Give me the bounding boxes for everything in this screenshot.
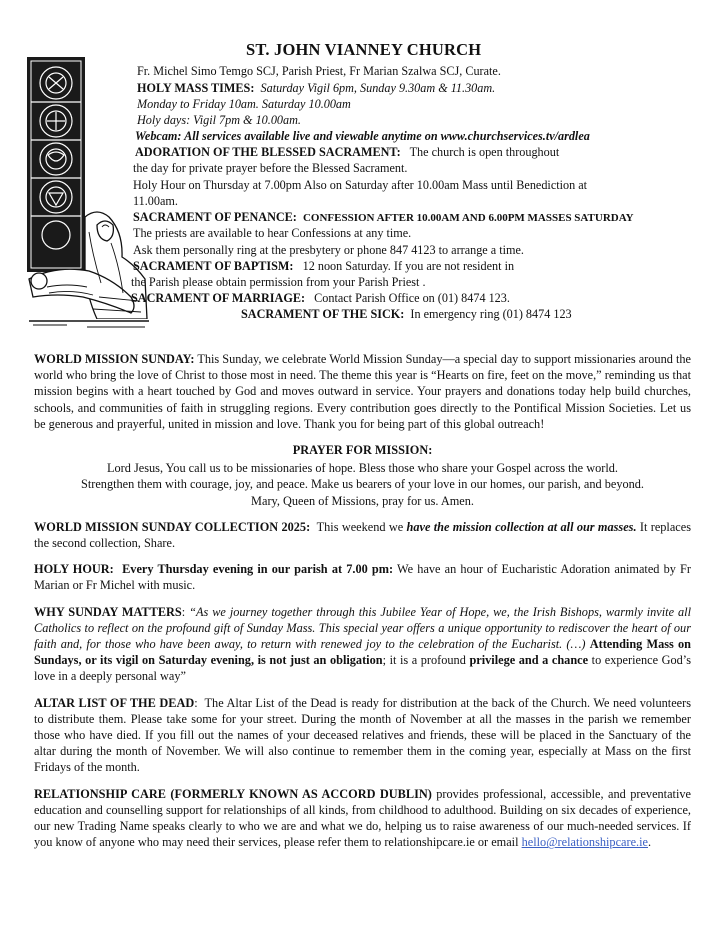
altar-label: ALTAR LIST OF THE DEAD — [34, 695, 195, 710]
sick-text: In emergency ring (01) 8474 123 — [410, 307, 572, 321]
adoration-text-2: the day for private prayer before the Blessed Sacrament. — [133, 161, 408, 175]
collection-text-1: This weekend we — [316, 519, 404, 534]
sick-line — [241, 306, 572, 322]
adoration-label: ADORATION OF THE BLESSED SACRAMENT: — [135, 145, 401, 159]
why-sunday-end: to experience God’s love in a deeply personal way” — [34, 653, 691, 684]
prayer-title: PRAYER FOR MISSION: — [292, 443, 433, 458]
sick-label: SACRAMENT OF THE SICK: — [241, 307, 405, 321]
baptism-text-1: 12 noon Saturday. If you are not resident in — [302, 259, 515, 273]
email-link[interactable]: hello@relationshipcare.ie — [521, 835, 648, 850]
mass-times-label: HOLY MASS TIMES: — [137, 81, 255, 95]
collection-section — [34, 519, 691, 551]
collection-text-2: It replaces the second collection, Share. — [34, 519, 691, 551]
adoration-text-4: 11.00am. — [133, 194, 178, 208]
clergy-line: Fr. Michel Simo Temgo SCJ, Parish Priest, Fr Marian Szalwa SCJ, Curate. — [137, 64, 501, 78]
collection-label: WORLD MISSION SUNDAY COLLECTION 2025: — [34, 519, 311, 534]
church-title: ST. JOHN VIANNEY CHURCH — [246, 40, 482, 59]
altar-list-section: ALTAR LIST OF THE DEAD: The Altar List of the Dead is ready for distribution at the back of the Church. We need volunteers to distribute them. Please take some for your street. During the month of November at all the masses in the parish we remember those who have died. If you fill out the names of your deceased relatives and friends, these will be placed in the Sanctuary of the altar during the month of November. We will also continue to remember them in the coming year, especially at Mass on the first Fridays of the month. — [34, 695, 691, 775]
mission-text: This Sunday, we celebrate World Mission Sunday—a special day to support missionaries around the world who bring the love of Christ to those most in need. The theme this year is “Hearts on fire, feet on the move,” reminding us that mission begins with a heart touched by God and moves outward in service. Your prayers and donations today help build churches, schools, and communities of faith in struggling regions. Every contribution goes directly to the Pontifical Mission Societies. Let us be generous and prayerful, united in mission and love. Thank you for being part of this global outreach! — [34, 352, 691, 431]
adoration-text-3: Holy Hour on Thursday at 7.00pm Also on Saturday after 10.00am Mass until Benediction at — [133, 178, 588, 192]
prayer-line-2: Strengthen them with courage, joy, and peace. Make us bearers of your love in our homes, our parish, and beyond. — [81, 477, 644, 492]
holy-hour-text: We have an hour of Eucharistic Adoration animated by Fr Marian or Fr Michel with music. — [34, 562, 691, 593]
holy-hour-label: HOLY HOUR: — [34, 562, 114, 577]
collection-emphasis: have the mission collection at all our masses. — [406, 519, 637, 534]
mission-label: WORLD MISSION SUNDAY: — [34, 352, 195, 366]
penance-sub: CONFESSION AFTER 10.00AM AND 6.00PM MASSES SATURDAY — [302, 212, 634, 224]
bulletin-body — [34, 351, 691, 860]
mission-sunday-section — [34, 351, 691, 432]
penance-text-2: Ask them personally ring at the presbytery or phone 847 4123 to arrange a time. — [133, 243, 524, 257]
penance-label: SACRAMENT OF PENANCE: — [133, 210, 297, 224]
marriage-line — [131, 290, 510, 306]
prayer-line-3: Mary, Queen of Missions, pray for us. Amen. — [251, 493, 474, 508]
why-sunday-bold-1: Attending Mass on Sundays, or its vigil on Saturday evening, is not just an obligation — [34, 637, 692, 668]
penance-line — [133, 209, 634, 226]
penance-text-1: The priests are available to hear Confessions at any time. — [133, 226, 412, 240]
webcam-line: Webcam: All services available live and viewable anytime on www.churchservices.tv/ardlea — [135, 129, 590, 143]
holyday-mass: Holy days: Vigil 7pm & 10.00am. — [137, 113, 301, 127]
why-sunday-label: WHY SUNDAY MATTERS — [34, 604, 182, 619]
altar-text: The Altar List of the Dead is ready for distribution at the back of the Church. We need volunteers to distribute them. Please take some for your street. During the month of November at all the masses in the parish we remember those who have died. If you fill out the names of your deceased relatives and friends, these will be placed in the Sanctuary of the altar during the month of November. We will also continue to remember them in the coming year, especially at Mass on the first Fridays of the month. — [34, 695, 691, 775]
relationship-care-section — [34, 786, 691, 851]
baptism-text-2: the Parish please obtain permission from your Parish Priest . — [131, 275, 426, 289]
why-sunday-mid: ; it is a profound — [382, 653, 466, 668]
marriage-label: SACRAMENT OF MARRIAGE: — [131, 291, 306, 305]
prayer-line-1: Lord Jesus, You call us to be missionaries of hope. Bless those who share your Gospel across the world. — [107, 461, 618, 476]
rel-label: RELATIONSHIP CARE (FORMERLY KNOWN AS ACCORD DUBLIN) — [34, 786, 432, 801]
holy-hour-bold: Every Thursday evening in our parish at 7.00 pm: — [122, 562, 394, 577]
baptism-label: SACRAMENT OF BAPTISM: — [133, 259, 294, 273]
rel-end: . — [648, 835, 652, 850]
marriage-text: Contact Parish Office on (01) 8474 123. — [314, 291, 510, 305]
mass-times-text: Saturday Vigil 6pm, Sunday 9.30am & 11.30am. — [260, 81, 496, 95]
why-sunday-section: WHY SUNDAY MATTERS: “As we journey together through this Jubilee Year of Hope, we, the Irish Bishops, warmly invite all Catholics to reflect on the profound gift of Sunday Mass. This special year offers a unique opportunity to rediscover the heart of our faith and, for those who have been away, to return with renewed joy to the celebration of the Eucharist. (…) Attending Mass on Sundays, or its vigil on Saturday evening, is not just an obligation; it is a profound privilege and a chance to experience God’s love in a deeply personal way” — [34, 604, 692, 684]
weekday-mass: Monday to Friday 10am. Saturday 10.00am — [137, 97, 351, 111]
adoration-line — [135, 144, 559, 160]
adoration-text-1: The church is open throughout — [409, 145, 560, 159]
prayer-section — [34, 442, 691, 509]
why-sunday-quote: “As we journey together through this Jubilee Year of Hope, we, the Irish Bishops, warmly invite all Catholics to reflect on the profound gift of Sunday Mass. This special year offers a unique opportunity to rediscover the heart of our faith and, for those who have been away, to return with renewed joy to the celebration of the Eucharist. (…) — [34, 604, 691, 652]
rel-text: provides professional, accessible, and preventative education and counselling support for relationships of all kinds, from childhood to adulthood. Building on six decades of experience, our new Trading Name speaks clearly to who we are and what we do, helping us to raise awareness of our much-needed services. If you know of anyone who may need their services, please refer them to relationshipcare.ie or email — [34, 786, 691, 850]
baptism-line — [133, 258, 514, 274]
why-sunday-bold-2: privilege and a chance — [469, 653, 589, 668]
mass-times-line — [137, 80, 495, 96]
holy-hour-section — [34, 561, 691, 593]
